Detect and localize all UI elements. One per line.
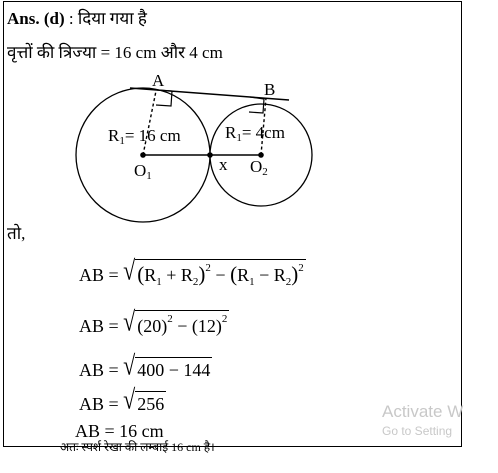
eq3-radical: √ 400 − 144 [123, 349, 211, 381]
right-angle-mark-a [156, 90, 172, 106]
watermark-line-1: Activate W [382, 402, 464, 421]
radius-r1-dashed [143, 91, 156, 155]
therefore-label: तो, [7, 224, 26, 243]
o1-label: O1 [134, 161, 152, 182]
o1-point [140, 152, 146, 158]
equation-3 [79, 349, 212, 382]
eq2-lhs: AB = [79, 316, 119, 336]
equation-2 [79, 305, 229, 338]
watermark-line-2: Go to Setting [382, 424, 453, 438]
x-label: x [219, 155, 228, 174]
sqrt-icon: √ [123, 349, 136, 381]
eq4-radical: √ 256 [123, 383, 165, 415]
label-a: A [152, 71, 165, 90]
equation-5-result: AB = 16 cm [75, 421, 164, 441]
r1-left-label: R1= 16 cm [108, 126, 181, 147]
eq1-lhs: AB = [79, 265, 119, 285]
sqrt-icon: √ [123, 254, 136, 286]
tangent-point [207, 152, 213, 158]
eq2-radical: √ $(20)^2 - (12)^2$ [123, 305, 228, 337]
label-b: B [264, 80, 276, 99]
o2-label: O2 [250, 157, 268, 178]
answer-label: Ans. (d) [7, 9, 65, 28]
activate-windows-watermark [382, 402, 463, 438]
equation-1 [79, 254, 306, 288]
equation-4 [79, 383, 166, 416]
eq4-lhs: AB = [79, 394, 119, 414]
sqrt-icon: √ [123, 383, 136, 415]
radii-statement: वृत्तों की त्रिज्या = 16 cm और 4 cm [7, 43, 223, 62]
cutoff-next-line: अतः स्पर्श रेखा की लम्बाई 16 cm है। [60, 440, 215, 454]
sqrt-icon: √ [123, 305, 136, 337]
r1-right-label: R1= 4cm [225, 123, 285, 144]
eq1-radical: $√(R_1 + R_2)^2 - (R_1 - R_2)^2$ [123, 254, 304, 288]
eq3-lhs: AB = [79, 360, 119, 380]
answer-given-text: : दिया गया है [68, 9, 147, 28]
